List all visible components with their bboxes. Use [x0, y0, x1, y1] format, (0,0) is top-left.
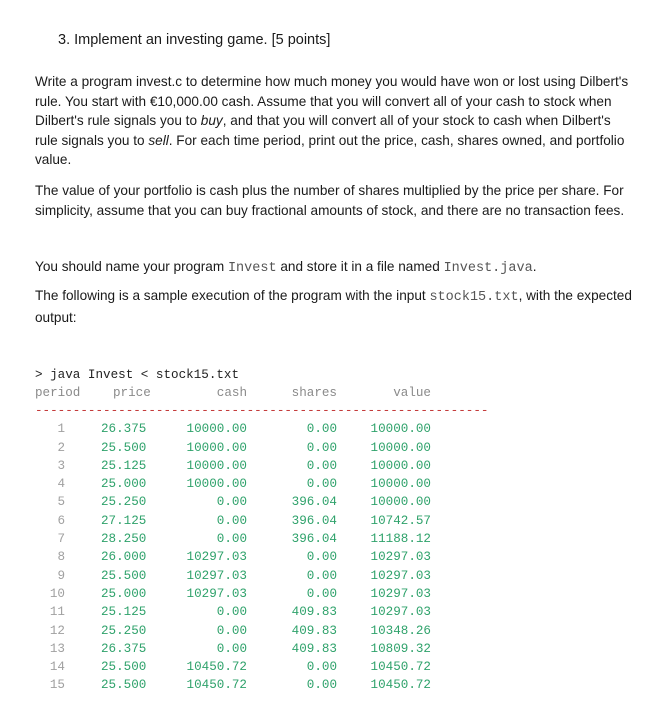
cell-cash: 10000.00: [186, 477, 247, 492]
paragraph-3-text-b: and store it in a file named: [276, 259, 444, 274]
cell-shares: 0.00: [306, 477, 337, 492]
cell-shares: 0.00: [306, 678, 337, 693]
cell-value: 10000.00: [370, 495, 431, 510]
cell-cash: 0.00: [216, 513, 247, 528]
cell-price: 25.000: [101, 586, 147, 601]
header-value: value: [393, 386, 431, 400]
cell-shares: 0.00: [306, 440, 337, 455]
cell-period: 12: [49, 623, 65, 638]
cell-price: 25.500: [101, 660, 147, 675]
output-row: [35, 420, 435, 438]
cell-period: 9: [57, 568, 65, 583]
cell-cash: 10000.00: [186, 458, 247, 473]
cell-value: 10809.32: [370, 641, 431, 656]
cell-value: 10450.72: [370, 660, 431, 675]
output-row: [35, 622, 435, 640]
problem-paragraph-2: The value of your portfolio is cash plus the number of shares multiplied by the price per share. For simplicity, assume that you can buy fractional amounts of stock, and there are no transaction fees.: [35, 183, 625, 218]
cell-price: 25.250: [101, 495, 147, 510]
cell-value: 10297.03: [370, 568, 431, 583]
cell-price: 25.500: [101, 568, 147, 583]
paragraph-4-text-b: , with the expected output:: [35, 288, 632, 325]
output-row: [35, 530, 435, 548]
separator-line: ------------------------------------------------------------: [35, 404, 489, 419]
cell-value: 10000.00: [370, 422, 431, 437]
cell-cash: 0.00: [216, 605, 247, 620]
cell-cash: 10450.72: [186, 660, 247, 675]
input-file-name: stock15.txt: [429, 290, 519, 305]
cell-period: 1: [57, 422, 65, 437]
cell-period: 7: [57, 532, 65, 547]
cell-value: 10348.26: [370, 623, 431, 638]
cell-price: 25.500: [101, 440, 147, 455]
problem-heading: 3. Implement an investing game. [5 points]: [58, 32, 331, 48]
cell-cash: 10000.00: [186, 422, 247, 437]
paragraph-1-text: Write a program invest.c to determine how much money you would have won or lost using Dilbert's rule. You start with €10,000.00 cash. Assume that you will convert all of your cash to stock when Dilbert's rule signals you to: [35, 74, 629, 128]
cell-value: 10297.03: [370, 586, 431, 601]
cell-price: 25.250: [101, 623, 147, 638]
cell-period: 11: [49, 605, 65, 620]
cell-value: 10297.03: [370, 605, 431, 620]
file-name: Invest.java: [443, 261, 533, 276]
output-row: [35, 457, 435, 475]
cell-cash: 0.00: [216, 532, 247, 547]
paragraph-3-text-c: .: [532, 259, 537, 274]
command-line: > java Invest < stock15.txt: [35, 368, 240, 382]
cell-cash: 10000.00: [186, 440, 247, 455]
cell-shares: 0.00: [306, 586, 337, 601]
cell-price: 25.125: [101, 458, 147, 473]
cell-shares: 0.00: [306, 660, 337, 675]
cell-price: 26.375: [101, 641, 147, 656]
cell-price: 27.125: [101, 513, 147, 528]
sell-keyword: sell: [148, 132, 169, 148]
cell-shares: 0.00: [306, 568, 337, 583]
output-row: [35, 493, 435, 511]
output-row: [35, 658, 435, 676]
cell-period: 6: [57, 513, 65, 528]
cell-period: 2: [57, 440, 65, 455]
cell-value: 10000.00: [370, 477, 431, 492]
cell-cash: 10297.03: [186, 586, 247, 601]
output-row: [35, 640, 435, 658]
output-rows: [35, 420, 435, 694]
cell-price: 25.000: [101, 477, 147, 492]
cell-shares: 409.83: [291, 641, 337, 656]
cell-period: 13: [49, 641, 65, 656]
cell-value: 10742.57: [370, 513, 431, 528]
output-row: [35, 567, 435, 585]
cell-period: 14: [49, 660, 65, 675]
output-row: [35, 603, 435, 621]
header-cash: cash: [216, 386, 247, 400]
paragraph-4-text-a: The following is a sample execution of the program with the input: [35, 288, 430, 303]
output-row: [35, 512, 435, 530]
buy-keyword: buy: [200, 113, 223, 128]
cell-shares: 0.00: [306, 422, 337, 437]
cell-shares: 409.83: [291, 605, 337, 620]
header-price: price: [113, 386, 151, 400]
cell-shares: 396.04: [291, 513, 337, 528]
cell-value: 10297.03: [370, 550, 431, 565]
output-header-row: [35, 384, 435, 402]
cell-value: 10000.00: [370, 440, 431, 455]
cell-shares: 409.83: [291, 623, 337, 638]
cell-period: 5: [57, 495, 65, 510]
output-row: [35, 439, 435, 457]
cell-period: 4: [57, 477, 65, 492]
cell-period: 10: [49, 586, 65, 601]
problem-paragraph-1: [35, 72, 635, 170]
cell-value: 11188.12: [370, 532, 431, 547]
paragraph-1-mid: , and that you will convert all of your stock to cash when Dilbert's rule signals you to: [35, 113, 611, 148]
program-name: Invest: [227, 261, 277, 276]
cell-value: 10450.72: [370, 678, 431, 693]
cell-period: 8: [57, 550, 65, 565]
cell-shares: 0.00: [306, 458, 337, 473]
cell-cash: 10450.72: [186, 678, 247, 693]
paragraph-1-end: . For each time period, print out the price, cash, shares owned, and portfolio value.: [35, 132, 625, 167]
cell-cash: 10297.03: [186, 550, 247, 565]
cell-cash: 0.00: [216, 641, 247, 656]
problem-paragraph-3: [35, 257, 635, 279]
cell-period: 15: [49, 678, 65, 693]
output-row: [35, 676, 435, 694]
cell-price: 26.375: [101, 422, 147, 437]
cell-cash: 0.00: [216, 623, 247, 638]
cell-shares: 396.04: [291, 495, 337, 510]
cell-shares: 0.00: [306, 550, 337, 565]
cell-period: 3: [57, 458, 65, 473]
problem-paragraph-4: [35, 286, 635, 327]
header-period: period: [35, 386, 81, 400]
cell-price: 25.125: [101, 605, 147, 620]
cell-cash: 10297.03: [186, 568, 247, 583]
output-row: [35, 585, 435, 603]
cell-cash: 0.00: [216, 495, 247, 510]
cell-price: 28.250: [101, 532, 147, 547]
cell-shares: 396.04: [291, 532, 337, 547]
cell-price: 26.000: [101, 550, 147, 565]
output-row: [35, 475, 435, 493]
cell-value: 10000.00: [370, 458, 431, 473]
sample-execution-output: [35, 366, 489, 695]
cell-price: 25.500: [101, 678, 147, 693]
header-shares: shares: [291, 386, 337, 400]
paragraph-3-text-a: You should name your program: [35, 259, 228, 274]
output-row: [35, 548, 435, 566]
